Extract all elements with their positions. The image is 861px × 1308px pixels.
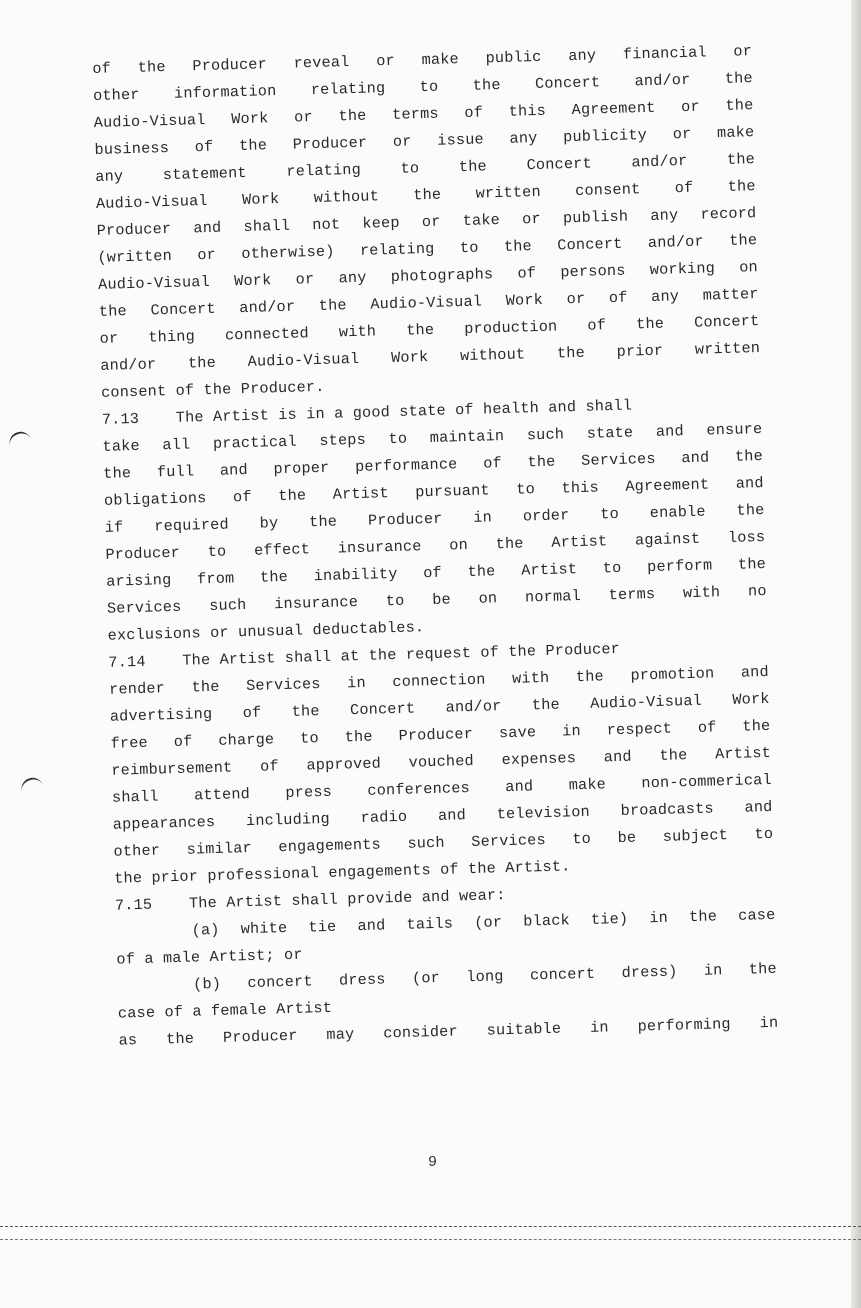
- word: production: [464, 317, 558, 339]
- word: of: [242, 703, 262, 723]
- word: statement: [162, 163, 247, 185]
- word: or: [293, 108, 314, 127]
- word: the: [458, 157, 488, 177]
- word: Work: [241, 189, 280, 209]
- word: the: [187, 353, 217, 373]
- word: Concert: [349, 699, 416, 720]
- word: terms: [608, 584, 656, 605]
- clause-line: exclusions or unusual deductables.: [107, 618, 425, 645]
- word: connection: [392, 670, 486, 692]
- word: save: [498, 723, 537, 743]
- word: and/or: [647, 232, 705, 253]
- word: Audio-Visual: [93, 110, 206, 132]
- word: the: [736, 500, 765, 520]
- word: radio: [360, 807, 408, 828]
- word: shall: [111, 787, 159, 807]
- word: and: [655, 422, 685, 441]
- word: any: [650, 206, 679, 225]
- word: make: [421, 50, 460, 70]
- word: financial: [622, 43, 707, 64]
- word: the: [98, 302, 128, 321]
- word: the: [472, 75, 501, 95]
- word: Work: [390, 348, 429, 368]
- word: by: [259, 514, 279, 533]
- word: normal: [524, 586, 582, 607]
- word: such: [407, 833, 445, 853]
- word: the: [308, 512, 338, 532]
- word: to: [299, 729, 320, 748]
- word: subject: [662, 826, 729, 846]
- word: no: [747, 581, 767, 601]
- word: Work: [231, 109, 269, 129]
- word: in: [589, 1018, 609, 1037]
- word: and: [437, 806, 467, 825]
- word: or: [672, 124, 692, 144]
- word: of: [232, 487, 252, 507]
- word: written: [694, 339, 761, 359]
- word: Services: [471, 831, 547, 852]
- word: Services: [580, 449, 656, 470]
- word: and/or: [631, 151, 688, 172]
- word: and: [219, 460, 249, 480]
- word: and: [193, 218, 222, 238]
- word: the: [531, 695, 561, 715]
- word: television: [496, 802, 591, 824]
- word: maintain: [429, 426, 505, 448]
- word: of: [422, 563, 443, 583]
- word: or: [376, 51, 396, 71]
- word: may: [326, 1025, 355, 1045]
- word: attend: [193, 785, 251, 805]
- word: Audio-Visual: [247, 349, 360, 371]
- word: the: [413, 185, 442, 205]
- word: engagements: [278, 835, 382, 857]
- word: concert: [529, 964, 596, 985]
- word: the: [688, 907, 718, 927]
- word: Audio-Visual: [95, 191, 208, 213]
- word: the: [748, 959, 778, 979]
- word: written: [475, 182, 542, 203]
- word: with: [682, 583, 721, 603]
- word: make: [716, 123, 755, 143]
- word: obligations: [103, 489, 207, 510]
- word: Services: [106, 597, 182, 618]
- word: required: [154, 515, 230, 536]
- word: Producer: [192, 55, 268, 76]
- word: photographs: [390, 265, 494, 286]
- word: conferences: [367, 779, 471, 800]
- word: steps: [319, 430, 367, 450]
- word: broadcasts: [620, 799, 714, 820]
- word: be: [431, 590, 452, 609]
- word: if: [104, 518, 124, 537]
- word: the: [137, 58, 166, 77]
- word: and: [681, 448, 710, 468]
- word: as: [118, 1031, 138, 1050]
- word: tie): [590, 909, 629, 929]
- word: the: [742, 716, 771, 736]
- word: publish: [562, 207, 629, 228]
- word: Audio-Visual: [370, 292, 483, 314]
- word: Work: [732, 689, 770, 709]
- word: and: [505, 777, 534, 797]
- word: the: [728, 231, 758, 250]
- word: the: [191, 677, 220, 697]
- word: relating: [286, 160, 362, 181]
- word: of: [587, 316, 607, 335]
- word: press: [285, 782, 333, 803]
- word: the: [659, 746, 688, 765]
- margin-mark: [7, 429, 32, 447]
- word: tie: [308, 917, 337, 937]
- word: insurance: [273, 593, 359, 614]
- word: proper: [273, 458, 330, 479]
- word: on: [478, 589, 498, 608]
- word: to: [516, 480, 536, 499]
- word: relating: [310, 79, 386, 100]
- word: any: [338, 268, 367, 288]
- word: not: [312, 215, 341, 235]
- word: Agreement: [625, 475, 710, 496]
- word: of: [92, 59, 112, 78]
- word: the: [726, 150, 756, 169]
- word: Audio-Visual: [97, 272, 211, 294]
- word: with: [511, 668, 550, 688]
- word: or: [733, 42, 753, 61]
- document-body: [92, 38, 779, 1054]
- word: the: [503, 237, 533, 256]
- word: or: [521, 209, 542, 229]
- word: in: [703, 961, 723, 980]
- word: dress: [338, 970, 386, 990]
- word: publicity: [562, 126, 648, 147]
- word: suitable: [486, 1019, 562, 1040]
- word: reimbursement: [111, 758, 233, 780]
- word: or: [421, 212, 441, 232]
- word: the: [635, 314, 665, 334]
- word: the: [238, 136, 268, 156]
- word: Concert: [557, 234, 623, 255]
- word: Producer: [222, 1026, 298, 1047]
- word: charge: [218, 730, 275, 750]
- word: Artist: [332, 484, 389, 504]
- word: and: [740, 662, 770, 682]
- clause-text: The Artist shall provide and wear:: [188, 886, 506, 913]
- word: tails: [406, 914, 454, 934]
- word: relating: [359, 239, 435, 260]
- page-number: 9: [428, 1154, 438, 1171]
- word: in: [473, 508, 493, 527]
- word: to: [572, 829, 592, 849]
- word: in: [759, 1013, 779, 1033]
- word: (a): [191, 920, 220, 940]
- word: Concert: [526, 154, 593, 175]
- word: white: [240, 919, 288, 939]
- word: approved: [306, 754, 382, 775]
- word: or: [566, 289, 586, 309]
- word: pursuant: [415, 481, 490, 502]
- word: such: [208, 596, 247, 616]
- word: the: [556, 343, 586, 363]
- word: persons: [560, 261, 626, 282]
- word: of: [259, 757, 279, 776]
- word: loss: [727, 527, 766, 547]
- word: to: [419, 77, 439, 97]
- word: of: [697, 718, 717, 737]
- clause-item-b-cont: case of a female Artist: [117, 998, 333, 1023]
- word: on: [449, 536, 469, 555]
- word: shall: [243, 216, 291, 236]
- page-edge-shadow: [851, 0, 861, 1308]
- word: Agreement: [571, 98, 656, 120]
- word: Producer: [398, 724, 474, 745]
- word: concert: [247, 972, 313, 993]
- word: or: [680, 97, 701, 117]
- word: the: [338, 106, 367, 126]
- word: long: [466, 967, 504, 987]
- word: similar: [186, 838, 253, 859]
- word: of: [674, 178, 694, 198]
- clause-number: 7.14: [108, 652, 146, 672]
- word: respect: [606, 719, 673, 740]
- clause-line: the prior professional engagements of the Artist.: [114, 857, 571, 888]
- word: promotion: [630, 664, 715, 685]
- word: the: [724, 69, 754, 88]
- word: thing: [148, 327, 196, 347]
- word: Audio-Visual: [590, 691, 703, 713]
- word: practical: [212, 432, 298, 453]
- word: to: [600, 504, 620, 524]
- word: the: [727, 177, 756, 196]
- word: Artist: [551, 532, 608, 552]
- word: the: [318, 296, 347, 315]
- word: performing: [637, 1015, 731, 1036]
- word: to: [388, 429, 408, 449]
- clause-text: The Artist is in a good state of health and shall: [175, 396, 633, 427]
- word: inability: [313, 564, 398, 586]
- word: the: [575, 667, 605, 687]
- word: the: [495, 534, 524, 554]
- word: Producer: [105, 543, 181, 564]
- word: to: [459, 238, 479, 258]
- word: or: [99, 329, 119, 348]
- word: this: [561, 478, 600, 498]
- word: dress): [621, 962, 678, 983]
- word: to: [207, 542, 227, 562]
- word: full: [156, 462, 195, 482]
- word: consider: [383, 1022, 459, 1043]
- word: appearances: [112, 812, 216, 834]
- word: any: [95, 167, 124, 186]
- word: state: [586, 423, 634, 443]
- word: render: [108, 679, 166, 699]
- word: or: [295, 270, 315, 289]
- word: the: [291, 702, 320, 721]
- word: any: [650, 287, 680, 306]
- word: enable: [649, 502, 706, 523]
- word: the: [344, 727, 373, 747]
- word: black: [523, 911, 571, 931]
- body-line: consent of the Producer.: [100, 377, 325, 402]
- word: connected: [224, 324, 310, 345]
- word: of: [173, 732, 193, 752]
- word: and/or: [100, 355, 157, 375]
- word: and/or: [239, 297, 296, 318]
- word: Services: [245, 675, 321, 696]
- clause-text: The Artist shall at the request of the Producer: [182, 639, 621, 670]
- word: issue: [437, 130, 485, 150]
- word: and: [357, 916, 386, 936]
- word: business: [94, 138, 170, 159]
- word: without: [459, 345, 526, 366]
- word: from: [196, 569, 235, 589]
- margin-mark: [19, 775, 44, 793]
- word: all: [162, 435, 191, 455]
- word: free: [110, 733, 149, 753]
- word: vouched: [408, 751, 475, 772]
- word: or: [197, 245, 217, 265]
- word: (b): [192, 974, 222, 994]
- word: perform: [646, 556, 713, 577]
- word: be: [617, 828, 637, 848]
- word: of: [482, 454, 503, 473]
- word: order: [522, 506, 570, 526]
- word: to: [602, 558, 622, 578]
- clause-number: 7.13: [101, 409, 140, 429]
- word: non-commerical: [641, 770, 773, 793]
- word: arising: [105, 571, 172, 591]
- word: and: [744, 797, 773, 817]
- word: insurance: [337, 537, 422, 558]
- word: without: [313, 187, 380, 208]
- word: Producer: [367, 509, 443, 530]
- word: or: [392, 132, 412, 151]
- word: to: [754, 824, 774, 844]
- footer-dashed-rule: [0, 1239, 861, 1240]
- word: such: [526, 425, 565, 445]
- word: terms: [391, 104, 439, 124]
- word: Producer: [292, 133, 368, 154]
- word: of: [517, 264, 537, 283]
- word: of: [608, 288, 628, 308]
- word: Work: [505, 290, 544, 310]
- word: other: [113, 841, 161, 861]
- clause-item-a-cont: of a male Artist; or: [116, 945, 303, 969]
- word: advertising: [109, 704, 213, 726]
- word: Artist: [520, 560, 578, 580]
- word: (or: [411, 968, 441, 988]
- word: effect: [253, 540, 311, 560]
- word: the: [527, 452, 556, 472]
- word: matter: [702, 285, 759, 305]
- word: of: [464, 103, 484, 122]
- word: prior: [616, 341, 664, 361]
- word: reveal: [293, 53, 350, 73]
- word: and: [603, 747, 632, 767]
- word: the: [737, 554, 767, 574]
- word: and: [735, 473, 764, 493]
- word: to: [400, 159, 420, 178]
- word: Concert: [534, 73, 601, 94]
- word: this: [508, 101, 547, 121]
- word: Artist: [714, 743, 772, 764]
- word: the: [405, 320, 435, 340]
- word: information: [173, 82, 277, 103]
- word: in: [649, 908, 669, 928]
- word: the: [259, 567, 289, 587]
- word: including: [245, 809, 331, 831]
- word: Concert: [693, 312, 760, 332]
- word: make: [568, 775, 607, 795]
- word: in: [561, 722, 582, 741]
- word: working: [649, 259, 716, 279]
- word: performance: [354, 455, 458, 477]
- word: to: [385, 591, 405, 611]
- word: otherwise): [241, 242, 335, 264]
- word: in: [346, 673, 367, 693]
- word: the: [165, 1029, 195, 1049]
- word: Concert: [150, 299, 216, 320]
- word: expenses: [501, 749, 577, 770]
- word: the: [103, 464, 132, 483]
- word: consent: [574, 180, 641, 200]
- word: Producer: [96, 219, 172, 240]
- word: Work: [233, 271, 272, 291]
- word: case: [737, 905, 776, 925]
- word: (written: [97, 246, 173, 267]
- word: any: [509, 128, 538, 148]
- word: the: [278, 486, 307, 506]
- word: the: [734, 447, 764, 466]
- word: with: [338, 322, 377, 342]
- word: (or: [473, 913, 503, 932]
- word: the: [467, 562, 496, 582]
- word: the: [725, 96, 754, 115]
- word: ensure: [706, 420, 763, 440]
- word: keep: [362, 213, 400, 233]
- word: against: [634, 529, 701, 550]
- word: and/or: [445, 697, 502, 717]
- word: on: [738, 258, 759, 277]
- clause-number: 7.15: [114, 895, 153, 915]
- footer-dashed-rule: [0, 1226, 861, 1227]
- word: any: [567, 46, 597, 66]
- word: other: [92, 85, 140, 105]
- word: take: [462, 211, 501, 231]
- word: public: [485, 47, 542, 68]
- word: record: [700, 204, 757, 224]
- word: take: [102, 436, 141, 456]
- word: and/or: [634, 70, 691, 91]
- word: of: [194, 137, 214, 157]
